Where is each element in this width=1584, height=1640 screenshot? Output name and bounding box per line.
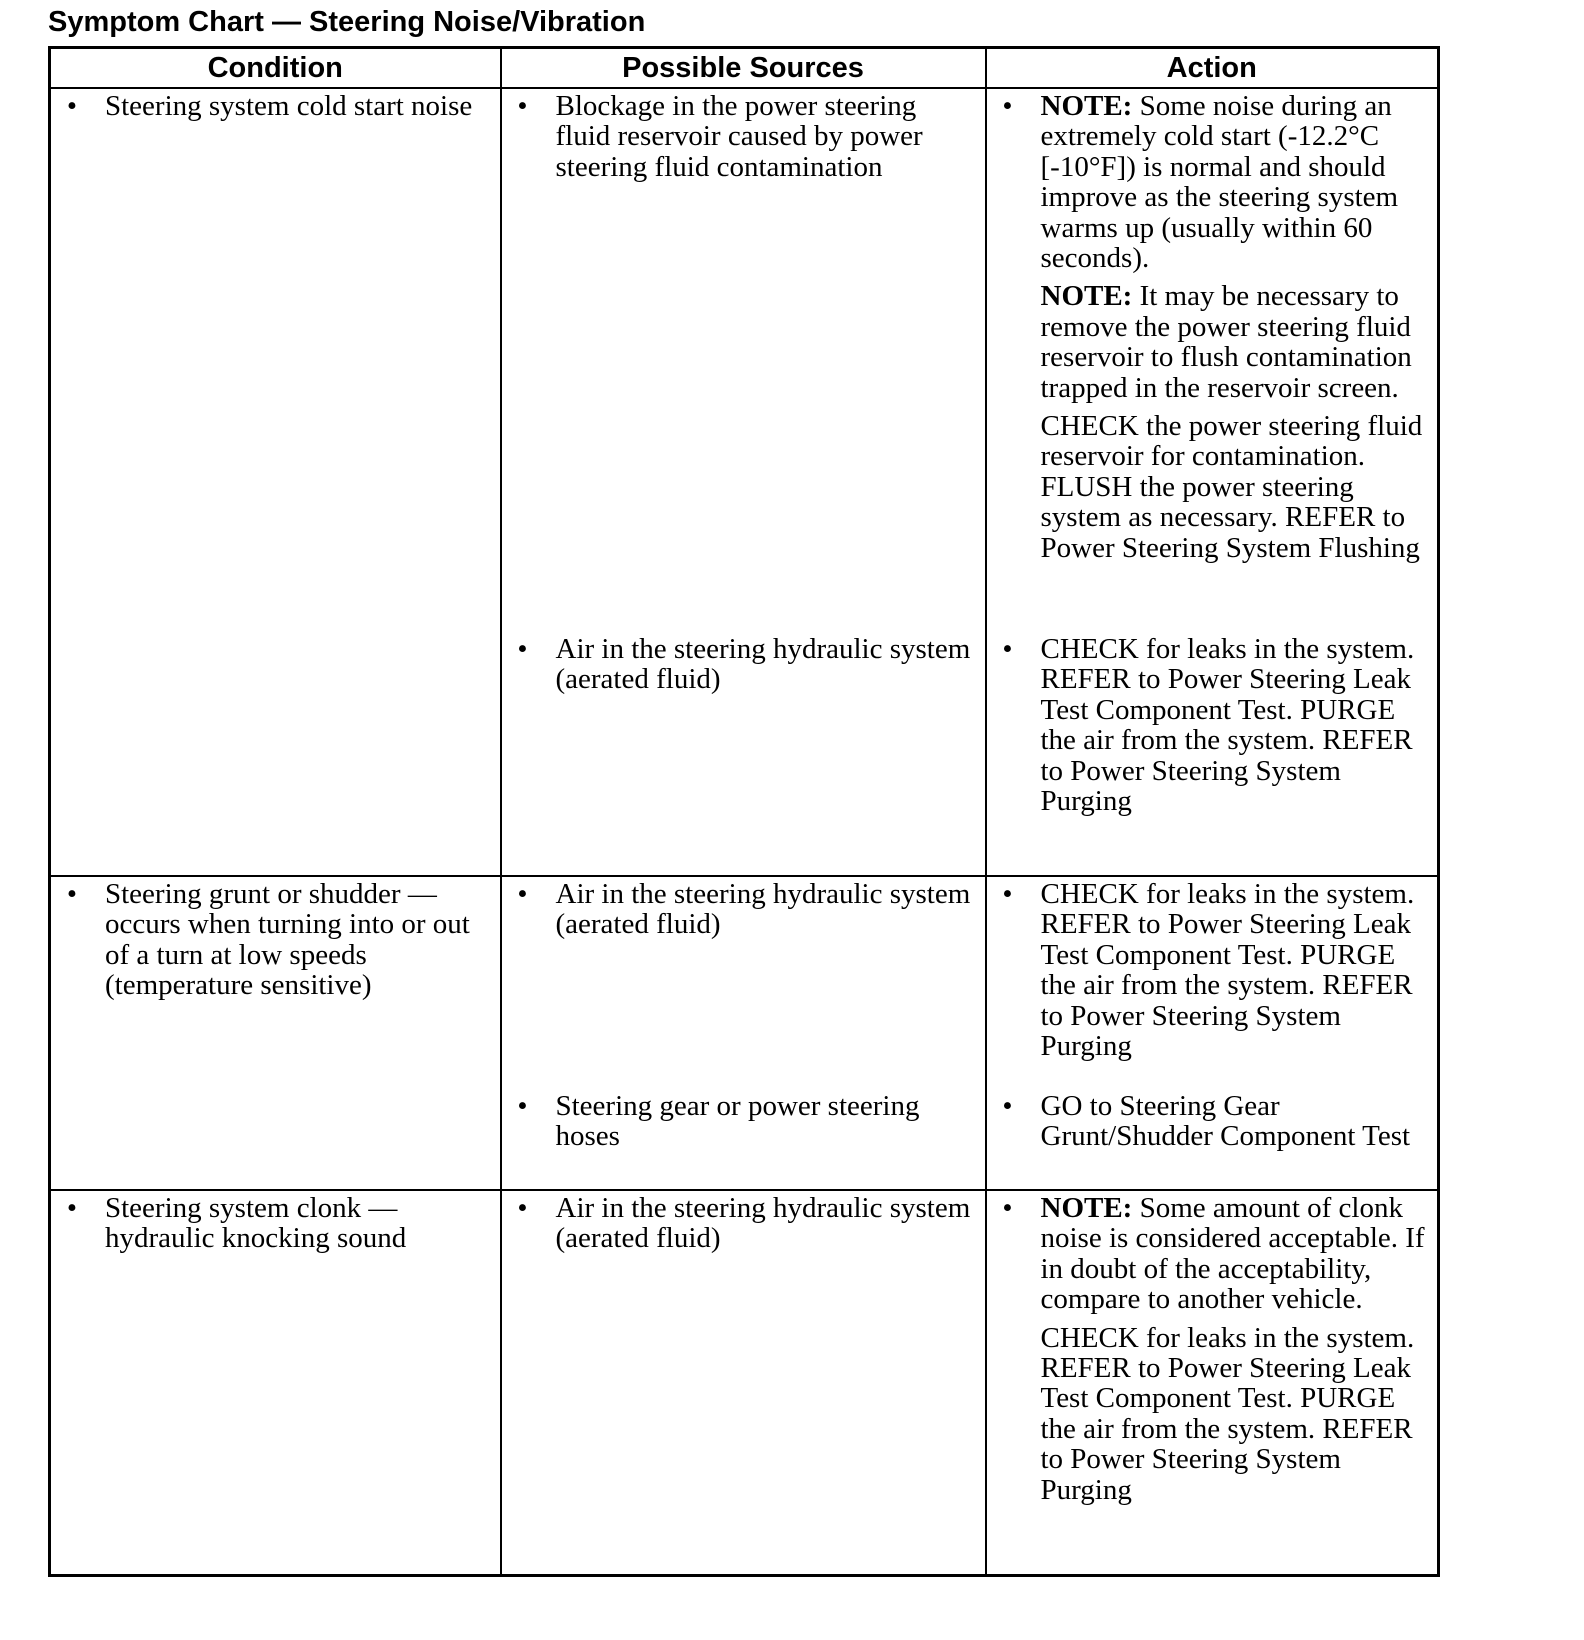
note-paragraph xyxy=(1041,281,1430,403)
sources-cell xyxy=(501,876,986,1190)
bullet-icon: • xyxy=(66,1192,78,1224)
column-header-action: Action xyxy=(986,48,1439,89)
list-item xyxy=(502,91,977,182)
condition-text: Steering system cold start noise xyxy=(105,90,473,122)
note-label: NOTE: xyxy=(1040,1192,1133,1224)
source-text: Air in the steering hydraulic system (aerated fluid) xyxy=(555,878,971,941)
list-item xyxy=(502,1091,977,1152)
list-item xyxy=(987,634,1430,816)
sources-cell xyxy=(501,1190,986,1576)
list-item xyxy=(502,1193,977,1254)
column-header-condition: Condition xyxy=(50,48,501,89)
note-text: Some amount of clonk noise is considered acceptable. If in doubt of the acceptability, compare to another vehicle. xyxy=(1040,1192,1425,1316)
note-paragraph xyxy=(1041,1193,1430,1315)
source-text: Blockage in the power steering fluid reservoir caused by power steering fluid contamination xyxy=(555,90,923,183)
sources-cell xyxy=(501,88,986,876)
list-item xyxy=(502,879,977,940)
condition-text: Steering grunt or shudder — occurs when turning into or out of a turn at low speeds (temperature sensitive) xyxy=(105,878,470,1002)
action-text: CHECK the power steering fluid reservoir for contamination. FLUSH the power steering system as necessary. REFER to Power Steering System Flushing xyxy=(1040,410,1423,564)
page-title: Symptom Chart — Steering Noise/Vibration xyxy=(48,6,646,38)
note-label: NOTE: xyxy=(1040,90,1133,122)
symptom-table xyxy=(48,46,1440,1577)
bullet-icon: • xyxy=(517,878,528,910)
condition-cell xyxy=(50,88,501,876)
table-row xyxy=(50,1190,1439,1576)
condition-cell xyxy=(50,876,501,1190)
note-paragraph xyxy=(1041,91,1430,273)
bullet-icon: • xyxy=(517,633,528,665)
action-text: GO to Steering Gear Grunt/Shudder Component Test xyxy=(1040,1090,1411,1153)
bullet-icon: • xyxy=(66,90,78,122)
table-row xyxy=(50,876,1439,1190)
table-row xyxy=(50,88,1439,876)
list-item xyxy=(987,879,1430,1061)
condition-text: Steering system clonk — hydraulic knocking sound xyxy=(105,1192,407,1255)
column-header-possible-sources: Possible Sources xyxy=(501,48,986,89)
source-text: Air in the steering hydraulic system (aerated fluid) xyxy=(555,1192,971,1255)
list-item xyxy=(502,634,977,695)
bullet-icon: • xyxy=(1002,1090,1013,1122)
action-text: CHECK for leaks in the system. REFER to Power Steering Leak Test Component Test. PURGE the air from the system. REFER to Power Steering System Purging xyxy=(1040,1321,1415,1506)
source-text: Air in the steering hydraulic system (aerated fluid) xyxy=(555,633,971,696)
note-label: NOTE: xyxy=(1040,280,1133,313)
source-text: Steering gear or power steering hoses xyxy=(555,1090,920,1153)
bullet-icon: • xyxy=(1002,90,1013,122)
bullet-icon: • xyxy=(66,878,78,910)
action-text: CHECK for leaks in the system. REFER to Power Steering Leak Test Component Test. PURGE the air from the system. REFER to Power Steering System Purging xyxy=(1040,633,1415,818)
note-text: Some noise during an extremely cold start (-12.2°C [-10°F]) is normal and should improve as the steering system warms up (usually within 60 seconds). xyxy=(1040,90,1399,275)
action-cell xyxy=(986,1190,1439,1576)
list-item xyxy=(987,1193,1430,1505)
bullet-icon: • xyxy=(517,90,528,122)
action-cell xyxy=(986,88,1439,876)
action-text: CHECK for leaks in the system. REFER to Power Steering Leak Test Component Test. PURGE the air from the system. REFER to Power Steering System Purging xyxy=(1040,878,1415,1063)
list-item xyxy=(51,91,492,121)
list-item xyxy=(51,1193,492,1254)
bullet-icon: • xyxy=(517,1090,528,1122)
table-header-row xyxy=(50,48,1439,89)
note-text: It may be necessary to remove the power steering fluid reservoir to flush contamination trapped in the reservoir screen. xyxy=(1040,280,1412,404)
bullet-icon: • xyxy=(1002,633,1013,665)
list-item xyxy=(987,1091,1430,1152)
action-cell xyxy=(986,876,1439,1190)
bullet-icon: • xyxy=(1002,1192,1013,1224)
bullet-icon: • xyxy=(1002,878,1013,910)
list-item xyxy=(51,879,492,1001)
condition-cell xyxy=(50,1190,501,1576)
list-item xyxy=(987,91,1430,563)
bullet-icon: • xyxy=(517,1192,528,1224)
